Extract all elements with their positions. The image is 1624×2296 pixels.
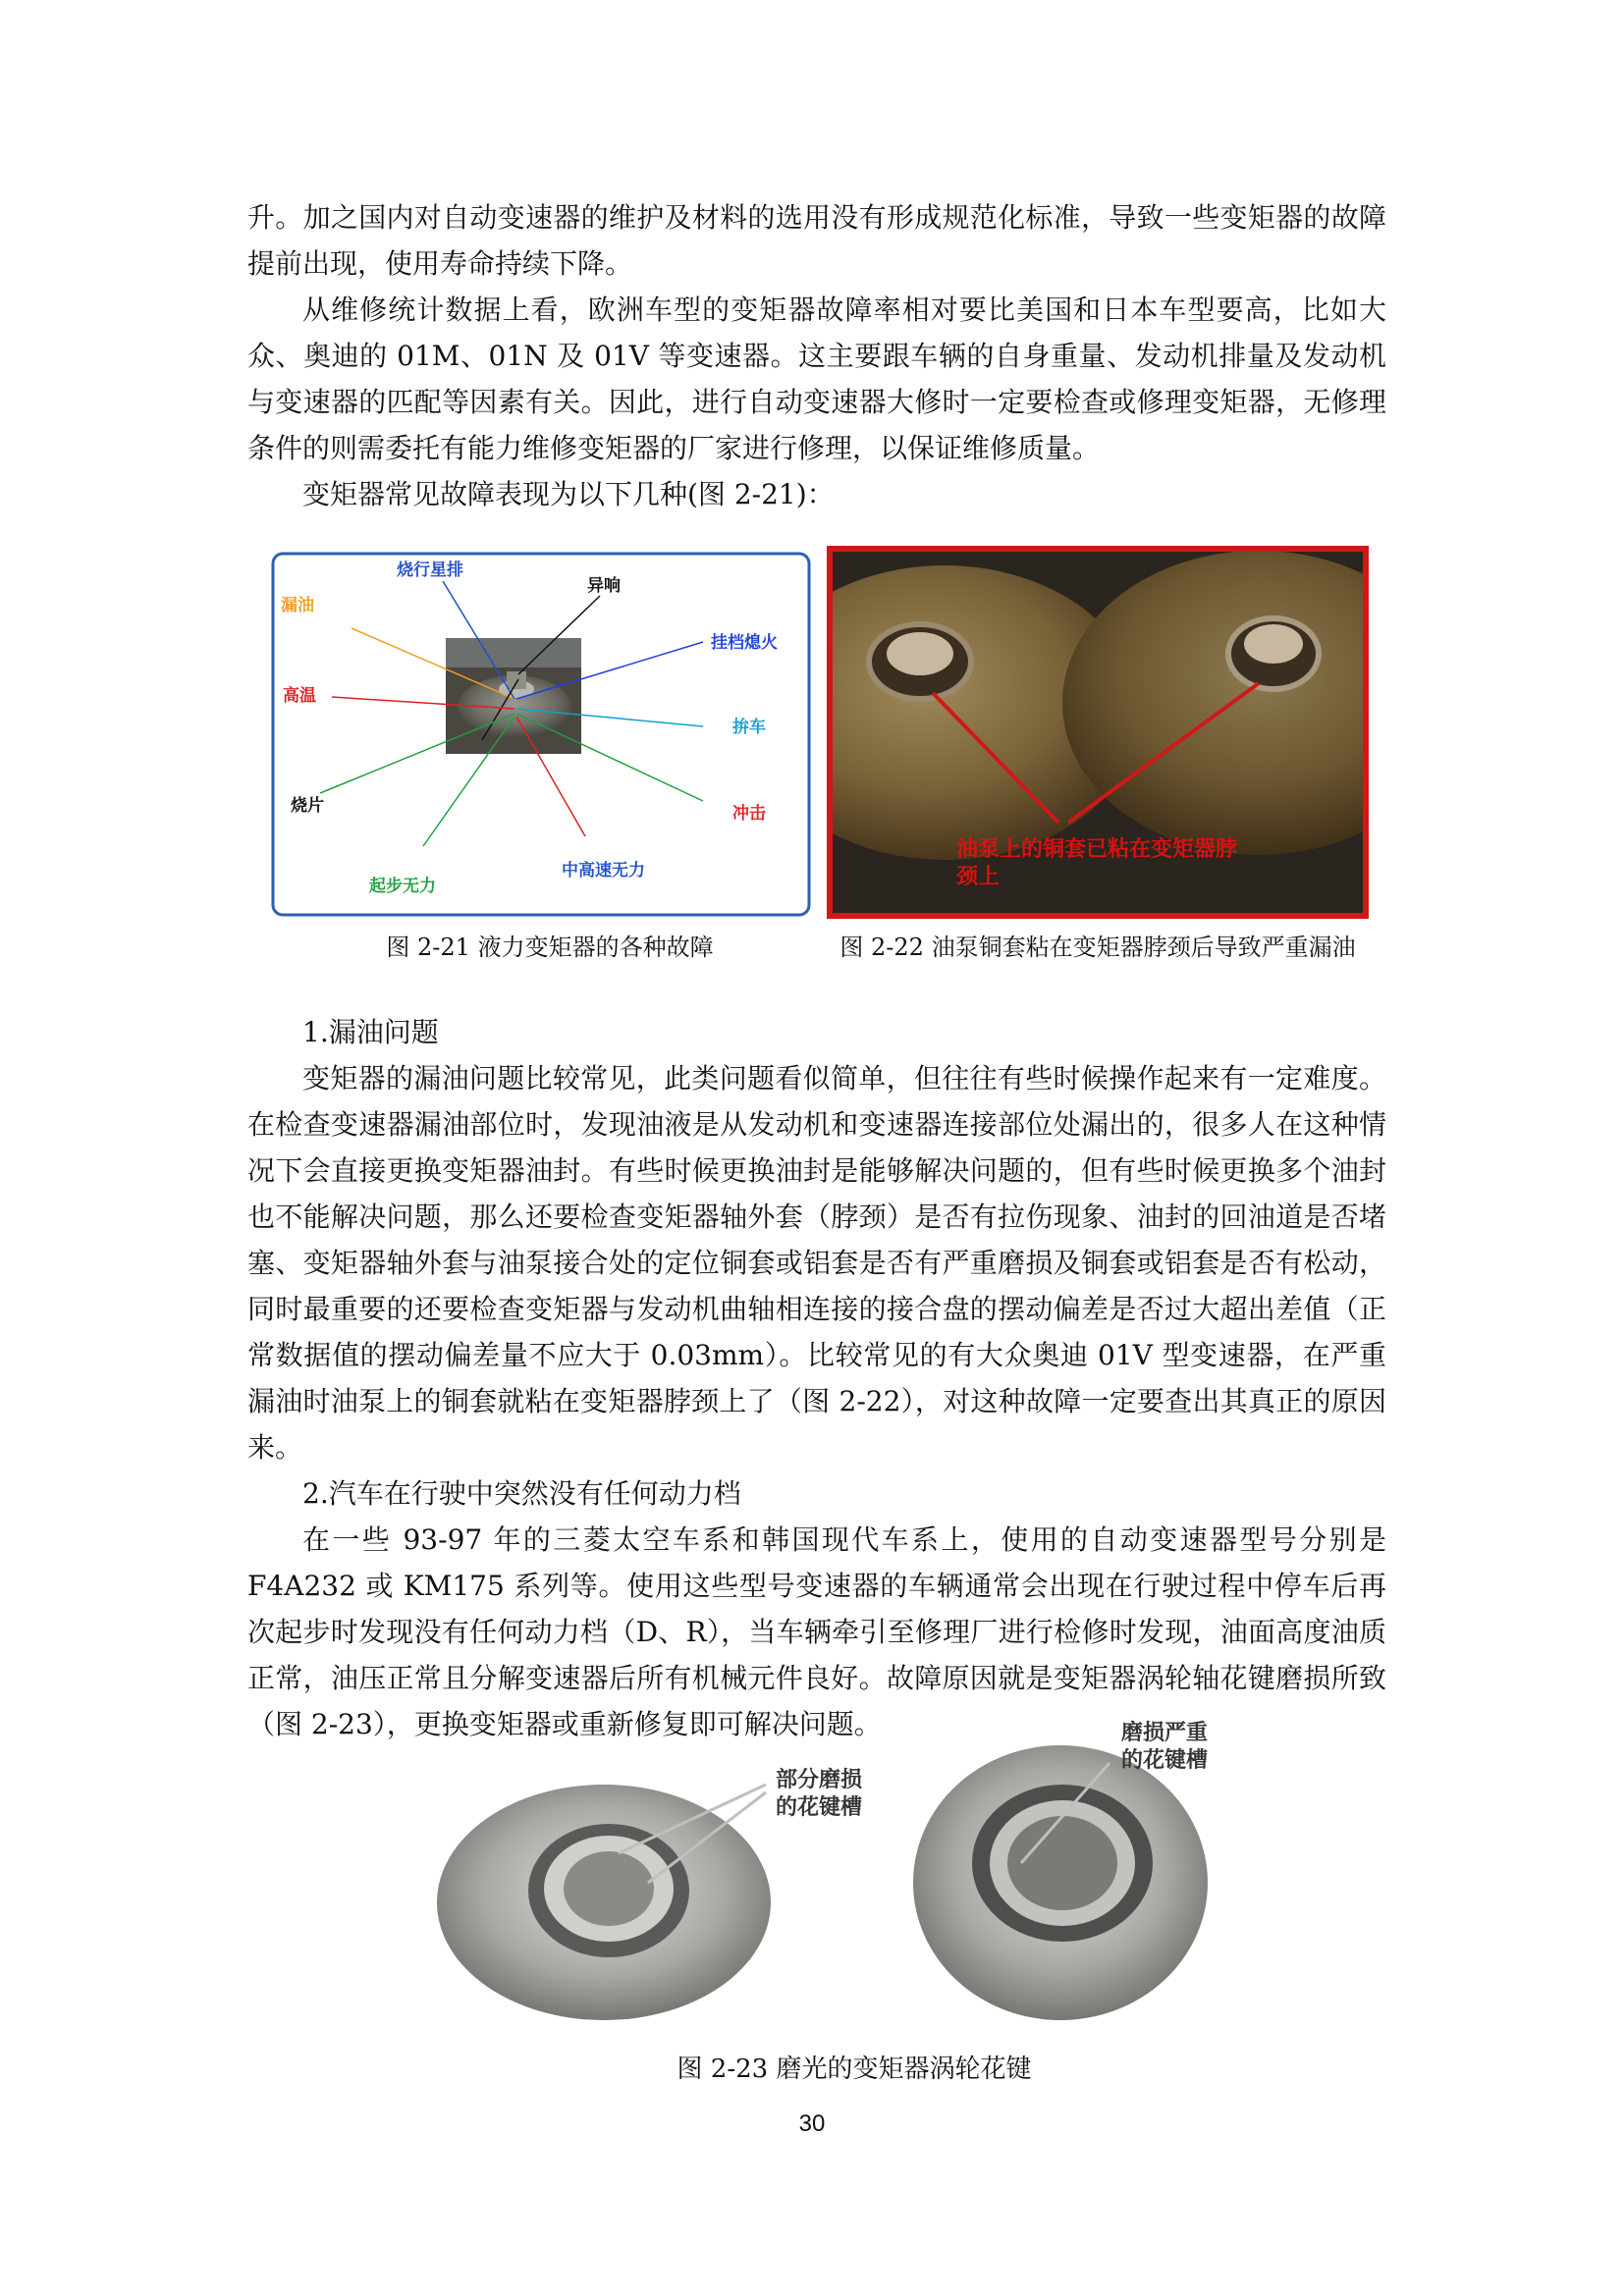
spline-photo <box>422 1716 1286 2040</box>
label-right-1: 磨损严重 <box>1121 1721 1209 1745</box>
heading-no-drive: 2.汽车在行驶中突然没有任何动力档 <box>302 1477 741 1510</box>
heading-oil-leak: 1.漏油问题 <box>302 1016 439 1048</box>
annotation-line1: 油泵上的铜套已粘在变矩器脖 <box>956 837 1238 862</box>
paragraph-continued: 升。加之国内对自动变速器的维护及材料的选用没有形成规范化标准，导致一些变矩器的故障提前出现，使用寿命持续下降。 <box>247 201 1386 280</box>
label-drag: 拚车 <box>732 718 766 737</box>
label-noise: 异响 <box>587 576 621 596</box>
annotation-line2: 颈上 <box>956 865 1001 889</box>
figure-2-23 <box>422 1716 1286 2040</box>
paragraph-oil-leak: 变矩器的漏油问题比较常见，此类问题看似简单，但往往有些时候操作起来有一定难度。在检查变速器漏油部位时，发现油液是从发动机和变速器连接部位处漏出的，很多人在这种情况下会直接更换变矩器油封。有些时候更换油封是能够解决问题的，但有些时候更换多个油封也不能解决问题，那么还要检查变矩器轴外套（脖颈）是否有拉伤现象、油封的回油道是否堵塞、变矩器轴外套与油泵接合处的定位铜套或铝套是否有严重磨损及铜套或铝套是否有松动，同时最重要的还要检查变矩器与发动机曲轴相连接的接合盘的摆动偏差是否过大超出差值（正常数据值的摆动偏差量不应大于 0.03mm）。比较常见的有大众奥迪 01V 型变速器，在严重漏油时油泵上的铜套就粘在变矩器脖颈上了（图 2-22），对这种故障一定要查出其真正的原因来。 <box>247 1062 1386 1464</box>
page-number: 30 <box>798 2110 826 2137</box>
label-left-2: 的花键槽 <box>776 1795 863 1820</box>
label-weak-high: 中高速无力 <box>562 861 645 881</box>
caption-2-22: 图 2-22 油泵铜套粘在变矩器脖颈后导致严重漏油 <box>839 934 1356 961</box>
fault-diagram <box>271 552 811 917</box>
caption-2-23: 图 2-23 磨光的变矩器涡轮花键 <box>677 2055 1032 2084</box>
label-left-1: 部分磨损 <box>776 1768 863 1792</box>
leak-photo <box>827 546 1369 919</box>
figure-2-22 <box>827 546 1369 919</box>
label-right-2: 的花键槽 <box>1121 1748 1209 1773</box>
label-clutch: 烧片 <box>291 796 324 816</box>
label-hot: 高温 <box>283 686 316 706</box>
paragraph-fault-intro: 变矩器常见故障表现为以下几种(图 2-21)： <box>302 478 835 510</box>
label-leak: 漏油 <box>281 596 314 615</box>
paragraph-no-drive: 在一些 93-97 年的三菱太空车系和韩国现代车系上，使用的自动变速器型号分别是F4A232 或 KM175 系列等。使用这些型号变速器的车辆通常会出现在行驶过程中停车后再次起步时发现没有任何动力档（D、R），当车辆牵引至修理厂进行检修时发现，油面高度油质正常，油压正常且分解变速器后所有机械元件良好。故障原因就是变矩器涡轮轴花键磨损所致（图 2-23），更换变矩器或重新修复即可解决问题。 <box>247 1523 1386 1740</box>
label-stall: 挂档熄火 <box>711 633 778 653</box>
label-planet: 烧行星排 <box>397 561 463 580</box>
figure-2-21 <box>271 552 811 917</box>
caption-2-21: 图 2-21 液力变矩器的各种故障 <box>386 934 714 961</box>
label-shock: 冲击 <box>732 804 766 824</box>
paragraph-statistics: 从维修统计数据上看，欧洲车型的变矩器故障率相对要比美国和日本车型要高，比如大众、奥迪的 01M、01N 及 01V 等变速器。这主要跟车辆的自身重量、发动机排量及发动机与变速器的匹配等因素有关。因此，进行自动变速器大修时一定要检查或修理变矩器，无修理条件的则需委托有能力维修变矩器的厂家进行修理，以保证维修质量。 <box>247 294 1386 464</box>
label-weak-start: 起步无力 <box>369 877 436 896</box>
